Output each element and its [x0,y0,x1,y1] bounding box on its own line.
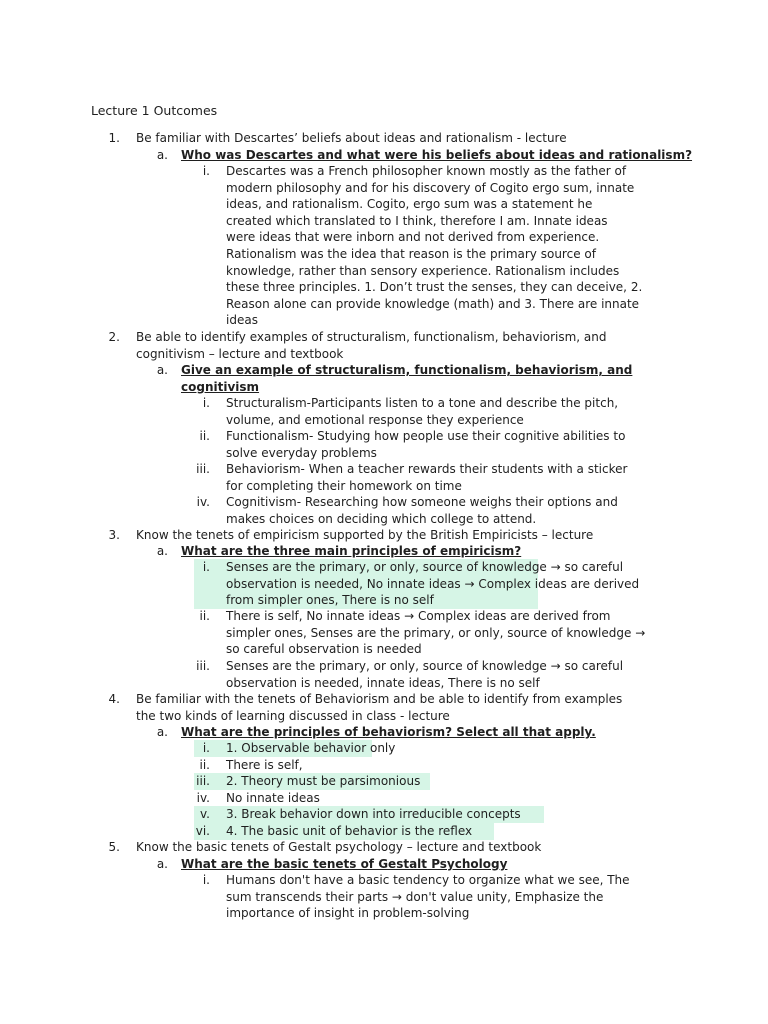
text-line: Behaviorism- When a teacher rewards their students with a sticker [226,462,628,476]
text-line: Senses are the primary, or only, source of knowledge → so careful [226,560,624,574]
text-line: were ideas that were inborn and not derived from experience. [226,230,600,245]
text-line: Cognitivism- Researching how someone weighs their options and [226,495,618,509]
section-outcome [136,329,607,362]
text-line: Know the basic tenets of Gestalt psychology – lecture and textbook [136,840,542,854]
answer-marker: vi. [195,824,210,838]
section-outcome [136,130,567,147]
question-text [181,724,596,741]
text-line: There is self, [226,758,303,772]
text-line: the two kinds of learning discussed in class - lecture [136,708,450,723]
text-line: solve everyday problems [226,445,377,460]
answer-marker: ii. [199,429,210,443]
text-line: Structuralism-Participants listen to a tone and describe the pitch, [226,396,619,410]
question-marker: a. [156,857,168,871]
text-line: 3. Break behavior down into irreducible concepts [226,807,521,821]
answer-text-highlighted [226,740,395,757]
answer-text-highlighted [226,806,521,823]
question-marker: a. [156,148,168,162]
answer-text [226,461,627,494]
answer-text [226,428,625,461]
section-outcome [136,527,593,544]
answer-marker: i. [202,873,210,887]
text-line: Be familiar with Descartes’ beliefs about ideas and rationalism - lecture [136,131,567,145]
section-outcome [136,691,622,724]
answer-marker: i. [202,164,210,178]
answer-text [226,395,618,428]
question-marker: a. [156,363,168,377]
text-line: Give an example of structuralism, functionalism, behaviorism, and [181,363,633,377]
text-line: What are the principles of behaviorism? Select all that apply. [181,725,596,739]
text-line: Know the tenets of empiricism supported by the British Empiricists – lecture [136,528,594,542]
question-text [181,362,632,395]
text-line: There is self, No innate ideas → Complex ideas are derived from [226,609,611,623]
text-line: Who was Descartes and what were his beliefs about ideas and rationalism? [181,148,693,162]
text-line: from simpler ones, There is no self [226,593,434,608]
text-line: observation is needed, No innate ideas → Complex ideas are derived [226,576,640,591]
text-line: simpler ones, Senses are the primary, or only, source of knowledge → [226,625,646,640]
text-line: Rationalism was the idea that reason is the primary source of [226,246,596,261]
text-line: Functionalism- Studying how people use their cognitive abilities to [226,429,626,443]
text-line: importance of insight in problem-solving [226,906,470,921]
answer-marker: iv. [196,495,210,509]
answer-text [226,757,303,774]
question-marker: a. [156,725,168,739]
text-line: knowledge, rather than sensory experience. Rationalism includes [226,263,620,278]
text-line: Senses are the primary, or only, source of knowledge → so careful [226,659,624,673]
answer-marker: iii. [196,462,210,476]
answer-marker: ii. [199,758,210,772]
section-number: 3. [108,528,120,542]
text-line: created which translated to I think, therefore I am. Innate ideas [226,213,608,228]
answer-text [226,790,320,807]
answer-text-highlighted [226,559,639,609]
text-line: these three principles. 1. Don’t trust the senses, they can deceive, 2. [226,280,643,295]
text-line: Be able to identify examples of structuralism, functionalism, behaviorism, and [136,330,607,344]
answer-text-highlighted [226,823,472,840]
answer-marker: i. [202,560,210,574]
question-text [181,147,692,164]
text-line: 2. Theory must be parsimonious [226,774,421,788]
text-line: Humans don't have a basic tendency to organize what we see, The [226,873,630,887]
section-number: 2. [108,330,120,344]
section-number: 4. [108,692,120,706]
answer-text [226,163,642,329]
question-text [181,856,507,873]
text-line: cognitivism – lecture and textbook [136,346,344,361]
text-line: Descartes was a French philosopher known mostly as the father of [226,164,627,178]
answer-marker: i. [202,396,210,410]
text-line: No innate ideas [226,791,320,805]
text-line: 1. Observable behavior only [226,741,396,755]
text-line: sum transcends their parts → don't value unity, Emphasize the [226,889,604,904]
text-line: 4. The basic unit of behavior is the reflex [226,824,473,838]
text-line: Be familiar with the tenets of Behaviorism and be able to identify from examples [136,692,623,706]
text-line: cognitivism [181,379,260,394]
answer-marker: ii. [199,609,210,623]
section-outcome [136,839,541,856]
answer-text-highlighted [226,773,420,790]
answer-text [226,658,623,691]
text-line: modern philosophy and for his discovery of Cogito ergo sum, innate [226,180,635,195]
answer-marker: i. [202,741,210,755]
text-line: What are the three main principles of empiricism? [181,544,522,558]
text-line: What are the basic tenets of Gestalt Psychology [181,857,508,871]
section-number: 5. [108,840,120,854]
section-number: 1. [108,131,120,145]
answer-text [226,494,618,527]
text-line: observation is needed, innate ideas, There is no self [226,675,540,690]
answer-text [226,872,630,922]
answer-marker: v. [200,807,210,821]
text-line: so careful observation is needed [226,642,422,657]
text-line: for completing their homework on time [226,478,462,493]
answer-marker: iii. [196,774,210,788]
answer-marker: iv. [196,791,210,805]
question-text [181,543,521,560]
page-title: Lecture 1 Outcomes [91,103,218,118]
text-line: ideas, and rationalism. Cogito, ergo sum was a statement he [226,197,593,212]
question-marker: a. [156,544,168,558]
text-line: Reason alone can provide knowledge (math) and 3. There are innate [226,296,640,311]
answer-text [226,608,645,658]
text-line: makes choices on deciding which college to attend. [226,511,537,526]
answer-marker: iii. [196,659,210,673]
text-line: volume, and emotional response they experience [226,412,524,427]
text-line: ideas [226,313,258,328]
